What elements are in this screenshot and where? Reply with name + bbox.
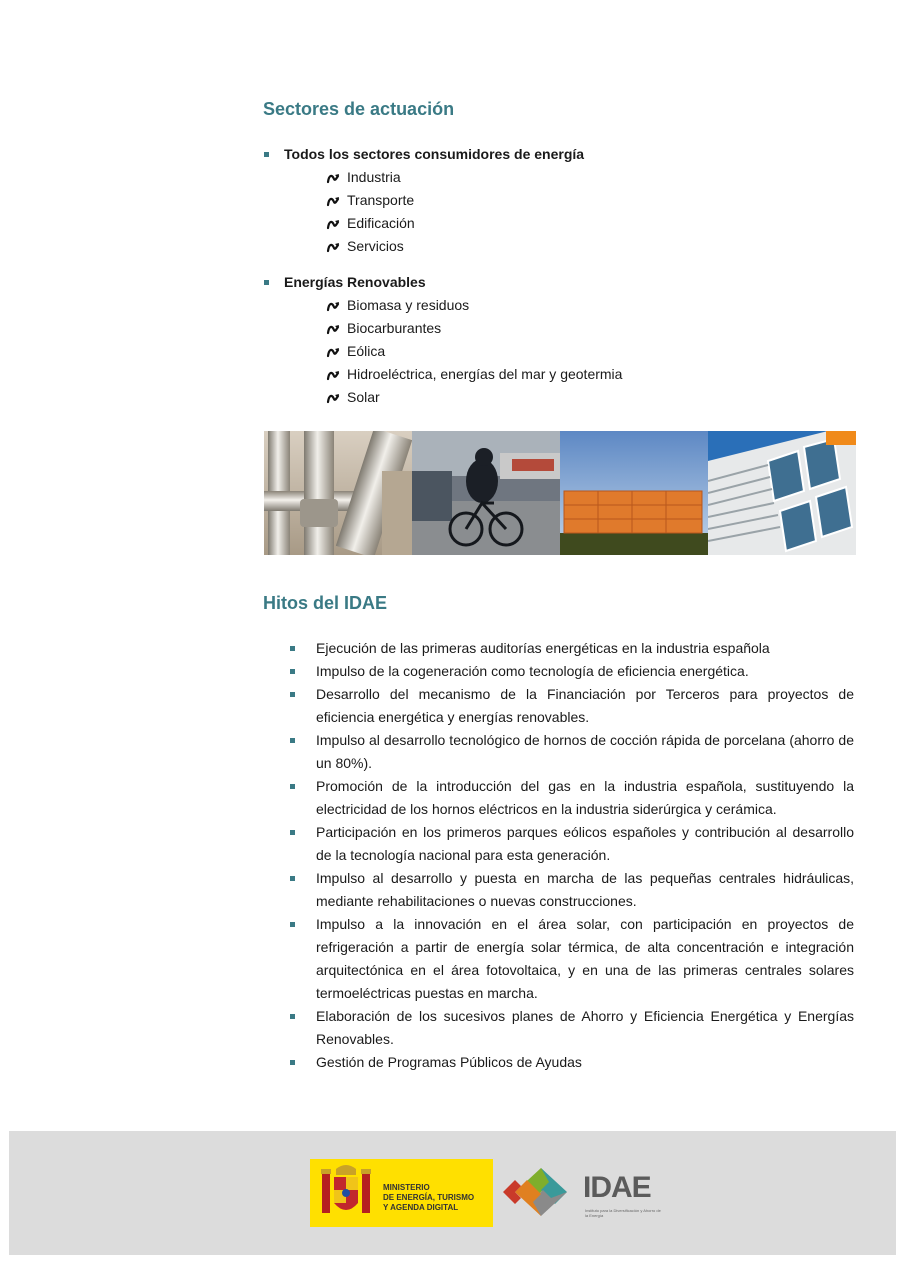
square-bullet-icon [264,280,269,285]
sector-subitem: Eólica [284,340,863,363]
square-bullet-icon [290,738,295,743]
hito-item: Participación en los primeros parques eólicos españoles y contribución al desarrollo de la tecnología nacional para esta generación. [289,821,854,867]
hito-item: Desarrollo del mecanismo de la Financiación por Terceros para proyectos de eficiencia energética y energías renovables. [289,683,854,729]
sector-group [263,143,863,258]
square-bullet-icon [290,830,295,835]
square-bullet-icon [290,1060,295,1065]
hito-item: Elaboración de los sucesivos planes de Ahorro y Eficiencia Energética y Energías Renovables. [289,1005,854,1051]
straw-bales-photo [560,431,708,555]
sectores-title: Sectores de actuación [263,99,455,119]
curved-arrow-icon [326,216,340,230]
idae-logo-text: IDAE [583,1171,651,1204]
cyclist-street-photo [412,431,560,555]
square-bullet-icon [290,1014,295,1019]
industrial-pipes-photo [264,431,412,555]
sectores-list [263,143,863,409]
curved-arrow-icon [326,239,340,253]
square-bullet-icon [290,784,295,789]
sector-group-label: Todos los sectores consumidores de energía [284,146,585,162]
hito-item: Gestión de Programas Públicos de Ayudas [289,1051,854,1074]
hito-item: Impulso a la innovación en el área solar, con participación en proyectos de refrigeración a partir de energía solar térmica, de alta concentración e integración arquitectónica en el área fotovoltaica, y en una de las primeras centrales solares termoeléctricas puestas en marcha. [289,913,854,1005]
hito-item: Promoción de la introducción del gas en la industria española, sustituyendo la electricidad de los hornos eléctricos en la industria siderúrgica y cerámica. [289,775,854,821]
curved-arrow-icon [326,170,340,184]
sector-subitem: Transporte [284,189,863,212]
square-bullet-icon [290,876,295,881]
square-bullet-icon [264,152,269,157]
building-facade-photo [708,431,856,555]
curved-arrow-icon [326,193,340,207]
curved-arrow-icon [326,321,340,335]
square-bullet-icon [290,692,295,697]
curved-arrow-icon [326,367,340,381]
idae-subtitle: Instituto para la Diversificación y Ahorro de la Energía [585,1208,661,1218]
hito-item: Impulso al desarrollo y puesta en marcha de las pequeñas centrales hidráulicas, mediante rehabilitaciones o nuevas construcciones. [289,867,854,913]
curved-arrow-icon [326,298,340,312]
ministerio-logo [310,1159,493,1227]
sector-subitem: Servicios [284,235,863,258]
hito-item: Impulso al desarrollo tecnológico de hornos de cocción rápida de porcelana (ahorro de un 80%). [289,729,854,775]
hitos-list [289,637,854,1074]
sector-subitem: Biomasa y residuos [284,294,863,317]
footer-logos [9,1131,896,1255]
sector-subitem: Edificación [284,212,863,235]
curved-arrow-icon [326,390,340,404]
square-bullet-icon [290,922,295,927]
hito-item: Ejecución de las primeras auditorías energéticas en la industria española [289,637,854,660]
sector-group-label: Energías Renovables [284,274,426,290]
curved-arrow-icon [326,344,340,358]
hitos-title: Hitos del IDAE [263,593,388,613]
hito-item: Impulso de la cogeneración como tecnología de eficiencia energética. [289,660,854,683]
idae-emblem-icon [501,1164,581,1220]
coat-of-arms-icon [318,1163,374,1223]
square-bullet-icon [290,646,295,651]
sector-subitem: Industria [284,166,863,189]
sector-group [263,271,863,409]
sector-subitem: Solar [284,386,863,409]
ministerio-text: MINISTERIO DE ENERGÍA, TURISMO Y AGENDA DIGITAL [383,1183,475,1212]
sector-subitem: Biocarburantes [284,317,863,340]
square-bullet-icon [290,669,295,674]
sector-subitem: Hidroeléctrica, energías del mar y geotermia [284,363,863,386]
photo-strip [264,431,856,555]
